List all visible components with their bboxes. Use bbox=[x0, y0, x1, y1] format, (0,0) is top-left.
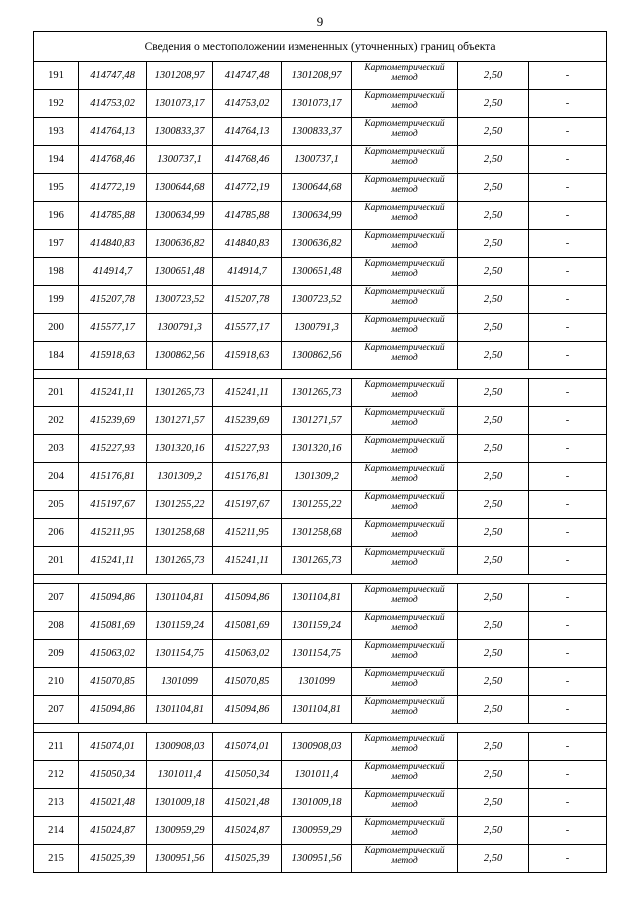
description-cell: - bbox=[529, 491, 607, 519]
description-cell: - bbox=[529, 90, 607, 118]
y-existing-cell: 1301271,57 bbox=[147, 407, 213, 435]
y-existing-cell: 1301320,16 bbox=[147, 435, 213, 463]
point-number-cell: 196 bbox=[34, 202, 79, 230]
x-existing-cell: 415094,86 bbox=[79, 584, 147, 612]
y-new-cell: 1300651,48 bbox=[282, 258, 352, 286]
description-cell: - bbox=[529, 668, 607, 696]
point-number-cell: 204 bbox=[34, 463, 79, 491]
accuracy-cell: 2,50 bbox=[458, 174, 529, 202]
description-cell: - bbox=[529, 463, 607, 491]
accuracy-cell: 2,50 bbox=[458, 435, 529, 463]
y-existing-cell: 1300791,3 bbox=[147, 314, 213, 342]
accuracy-cell: 2,50 bbox=[458, 314, 529, 342]
accuracy-cell: 2,50 bbox=[458, 286, 529, 314]
point-number-cell: 207 bbox=[34, 584, 79, 612]
y-new-cell: 1301265,73 bbox=[282, 379, 352, 407]
x-existing-cell: 415025,39 bbox=[79, 845, 147, 873]
x-new-cell: 415063,02 bbox=[213, 640, 282, 668]
method-cell: Картометрический метод bbox=[352, 519, 458, 547]
point-number-cell: 203 bbox=[34, 435, 79, 463]
accuracy-cell: 2,50 bbox=[458, 463, 529, 491]
point-number-cell: 201 bbox=[34, 547, 79, 575]
group-separator bbox=[34, 724, 607, 733]
description-cell: - bbox=[529, 379, 607, 407]
x-existing-cell: 415207,78 bbox=[79, 286, 147, 314]
point-number-cell: 214 bbox=[34, 817, 79, 845]
table-row bbox=[34, 379, 607, 407]
description-cell: - bbox=[529, 817, 607, 845]
y-new-cell: 1300723,52 bbox=[282, 286, 352, 314]
accuracy-cell: 2,50 bbox=[458, 547, 529, 575]
x-new-cell: 415239,69 bbox=[213, 407, 282, 435]
x-new-cell: 415207,78 bbox=[213, 286, 282, 314]
point-number-cell: 208 bbox=[34, 612, 79, 640]
table-row bbox=[34, 435, 607, 463]
point-number-cell: 193 bbox=[34, 118, 79, 146]
x-new-cell: 415227,93 bbox=[213, 435, 282, 463]
x-new-cell: 414747,48 bbox=[213, 62, 282, 90]
x-existing-cell: 414914,7 bbox=[79, 258, 147, 286]
x-existing-cell: 415577,17 bbox=[79, 314, 147, 342]
x-existing-cell: 415241,11 bbox=[79, 547, 147, 575]
x-existing-cell: 415176,81 bbox=[79, 463, 147, 491]
y-new-cell: 1301073,17 bbox=[282, 90, 352, 118]
y-existing-cell: 1300959,29 bbox=[147, 817, 213, 845]
x-new-cell: 414840,83 bbox=[213, 230, 282, 258]
y-existing-cell: 1301099 bbox=[147, 668, 213, 696]
y-new-cell: 1300862,56 bbox=[282, 342, 352, 370]
description-cell: - bbox=[529, 286, 607, 314]
y-existing-cell: 1301309,2 bbox=[147, 463, 213, 491]
point-number-cell: 210 bbox=[34, 668, 79, 696]
table-row bbox=[34, 696, 607, 724]
description-cell: - bbox=[529, 640, 607, 668]
x-new-cell: 415050,34 bbox=[213, 761, 282, 789]
description-cell: - bbox=[529, 230, 607, 258]
separator-cell bbox=[34, 370, 607, 379]
table-row bbox=[34, 612, 607, 640]
separator-cell bbox=[34, 575, 607, 584]
description-cell: - bbox=[529, 407, 607, 435]
accuracy-cell: 2,50 bbox=[458, 62, 529, 90]
description-cell: - bbox=[529, 174, 607, 202]
accuracy-cell: 2,50 bbox=[458, 230, 529, 258]
accuracy-cell: 2,50 bbox=[458, 491, 529, 519]
x-new-cell: 415094,86 bbox=[213, 584, 282, 612]
point-number-cell: 209 bbox=[34, 640, 79, 668]
x-existing-cell: 414753,02 bbox=[79, 90, 147, 118]
x-existing-cell: 415063,02 bbox=[79, 640, 147, 668]
x-existing-cell: 415241,11 bbox=[79, 379, 147, 407]
accuracy-cell: 2,50 bbox=[458, 640, 529, 668]
table-row bbox=[34, 258, 607, 286]
accuracy-cell: 2,50 bbox=[458, 258, 529, 286]
accuracy-cell: 2,50 bbox=[458, 342, 529, 370]
x-new-cell: 414768,46 bbox=[213, 146, 282, 174]
x-existing-cell: 415024,87 bbox=[79, 817, 147, 845]
point-number-cell: 202 bbox=[34, 407, 79, 435]
x-existing-cell: 415050,34 bbox=[79, 761, 147, 789]
y-existing-cell: 1301104,81 bbox=[147, 696, 213, 724]
description-cell: - bbox=[529, 258, 607, 286]
y-new-cell: 1300951,56 bbox=[282, 845, 352, 873]
point-number-cell: 195 bbox=[34, 174, 79, 202]
accuracy-cell: 2,50 bbox=[458, 519, 529, 547]
table-row bbox=[34, 146, 607, 174]
x-existing-cell: 415918,63 bbox=[79, 342, 147, 370]
accuracy-cell: 2,50 bbox=[458, 845, 529, 873]
x-existing-cell: 414764,13 bbox=[79, 118, 147, 146]
y-new-cell: 1301309,2 bbox=[282, 463, 352, 491]
method-cell: Картометрический метод bbox=[352, 733, 458, 761]
y-new-cell: 1301208,97 bbox=[282, 62, 352, 90]
x-new-cell: 415211,95 bbox=[213, 519, 282, 547]
y-new-cell: 1300636,82 bbox=[282, 230, 352, 258]
accuracy-cell: 2,50 bbox=[458, 146, 529, 174]
y-new-cell: 1301104,81 bbox=[282, 584, 352, 612]
method-cell: Картометрический метод bbox=[352, 146, 458, 174]
table-header: Сведения о местоположении измененных (уточненных) границ объекта bbox=[34, 32, 607, 62]
y-new-cell: 1300634,99 bbox=[282, 202, 352, 230]
table-row bbox=[34, 845, 607, 873]
y-existing-cell: 1300723,52 bbox=[147, 286, 213, 314]
y-existing-cell: 1301159,24 bbox=[147, 612, 213, 640]
table-row bbox=[34, 491, 607, 519]
page-number: 9 bbox=[316, 14, 324, 29]
x-existing-cell: 414768,46 bbox=[79, 146, 147, 174]
description-cell: - bbox=[529, 435, 607, 463]
y-existing-cell: 1300634,99 bbox=[147, 202, 213, 230]
accuracy-cell: 2,50 bbox=[458, 407, 529, 435]
method-cell: Картометрический метод bbox=[352, 314, 458, 342]
point-number-cell: 213 bbox=[34, 789, 79, 817]
description-cell: - bbox=[529, 696, 607, 724]
description-cell: - bbox=[529, 62, 607, 90]
method-cell: Картометрический метод bbox=[352, 668, 458, 696]
description-cell: - bbox=[529, 547, 607, 575]
description-cell: - bbox=[529, 761, 607, 789]
method-cell: Картометрический метод bbox=[352, 202, 458, 230]
accuracy-cell: 2,50 bbox=[458, 817, 529, 845]
x-existing-cell: 415239,69 bbox=[79, 407, 147, 435]
table-row bbox=[34, 733, 607, 761]
group-separator bbox=[34, 370, 607, 379]
x-existing-cell: 415070,85 bbox=[79, 668, 147, 696]
x-existing-cell: 414747,48 bbox=[79, 62, 147, 90]
y-new-cell: 1301099 bbox=[282, 668, 352, 696]
y-existing-cell: 1300833,37 bbox=[147, 118, 213, 146]
point-number-cell: 211 bbox=[34, 733, 79, 761]
point-number-cell: 201 bbox=[34, 379, 79, 407]
method-cell: Картометрический метод bbox=[352, 258, 458, 286]
y-existing-cell: 1300644,68 bbox=[147, 174, 213, 202]
method-cell: Картометрический метод bbox=[352, 230, 458, 258]
y-existing-cell: 1301258,68 bbox=[147, 519, 213, 547]
method-cell: Картометрический метод bbox=[352, 342, 458, 370]
table-row bbox=[34, 118, 607, 146]
description-cell: - bbox=[529, 612, 607, 640]
accuracy-cell: 2,50 bbox=[458, 696, 529, 724]
accuracy-cell: 2,50 bbox=[458, 202, 529, 230]
boundary-table bbox=[33, 31, 607, 873]
y-new-cell: 1300644,68 bbox=[282, 174, 352, 202]
table-row bbox=[34, 202, 607, 230]
y-existing-cell: 1301104,81 bbox=[147, 584, 213, 612]
x-existing-cell: 414772,19 bbox=[79, 174, 147, 202]
x-new-cell: 415081,69 bbox=[213, 612, 282, 640]
x-new-cell: 415070,85 bbox=[213, 668, 282, 696]
y-existing-cell: 1301265,73 bbox=[147, 379, 213, 407]
x-new-cell: 414785,88 bbox=[213, 202, 282, 230]
point-number-cell: 206 bbox=[34, 519, 79, 547]
y-new-cell: 1301320,16 bbox=[282, 435, 352, 463]
method-cell: Картометрический метод bbox=[352, 90, 458, 118]
x-existing-cell: 415197,67 bbox=[79, 491, 147, 519]
x-new-cell: 414764,13 bbox=[213, 118, 282, 146]
y-new-cell: 1300908,03 bbox=[282, 733, 352, 761]
point-number-cell: 215 bbox=[34, 845, 79, 873]
table-row bbox=[34, 286, 607, 314]
x-new-cell: 415176,81 bbox=[213, 463, 282, 491]
method-cell: Картометрический метод bbox=[352, 696, 458, 724]
x-new-cell: 415094,86 bbox=[213, 696, 282, 724]
accuracy-cell: 2,50 bbox=[458, 118, 529, 146]
method-cell: Картометрический метод bbox=[352, 286, 458, 314]
y-new-cell: 1301011,4 bbox=[282, 761, 352, 789]
x-new-cell: 414772,19 bbox=[213, 174, 282, 202]
y-existing-cell: 1301011,4 bbox=[147, 761, 213, 789]
x-new-cell: 414753,02 bbox=[213, 90, 282, 118]
y-existing-cell: 1300862,56 bbox=[147, 342, 213, 370]
y-existing-cell: 1301208,97 bbox=[147, 62, 213, 90]
x-new-cell: 415021,48 bbox=[213, 789, 282, 817]
x-new-cell: 415197,67 bbox=[213, 491, 282, 519]
method-cell: Картометрический метод bbox=[352, 491, 458, 519]
y-new-cell: 1300737,1 bbox=[282, 146, 352, 174]
y-new-cell: 1301271,57 bbox=[282, 407, 352, 435]
y-existing-cell: 1300737,1 bbox=[147, 146, 213, 174]
method-cell: Картометрический метод bbox=[352, 817, 458, 845]
x-new-cell: 415577,17 bbox=[213, 314, 282, 342]
y-existing-cell: 1301255,22 bbox=[147, 491, 213, 519]
x-existing-cell: 415081,69 bbox=[79, 612, 147, 640]
description-cell: - bbox=[529, 342, 607, 370]
method-cell: Картометрический метод bbox=[352, 118, 458, 146]
table-row bbox=[34, 584, 607, 612]
table-row bbox=[34, 174, 607, 202]
method-cell: Картометрический метод bbox=[352, 62, 458, 90]
y-new-cell: 1300959,29 bbox=[282, 817, 352, 845]
y-new-cell: 1300791,3 bbox=[282, 314, 352, 342]
description-cell: - bbox=[529, 202, 607, 230]
method-cell: Картометрический метод bbox=[352, 761, 458, 789]
description-cell: - bbox=[529, 733, 607, 761]
table-row bbox=[34, 407, 607, 435]
description-cell: - bbox=[529, 118, 607, 146]
y-existing-cell: 1301154,75 bbox=[147, 640, 213, 668]
point-number-cell: 207 bbox=[34, 696, 79, 724]
x-new-cell: 415024,87 bbox=[213, 817, 282, 845]
point-number-cell: 197 bbox=[34, 230, 79, 258]
x-existing-cell: 415021,48 bbox=[79, 789, 147, 817]
table-row bbox=[34, 640, 607, 668]
x-existing-cell: 415094,86 bbox=[79, 696, 147, 724]
x-new-cell: 415918,63 bbox=[213, 342, 282, 370]
description-cell: - bbox=[529, 519, 607, 547]
point-number-cell: 199 bbox=[34, 286, 79, 314]
point-number-cell: 192 bbox=[34, 90, 79, 118]
method-cell: Картометрический метод bbox=[352, 640, 458, 668]
y-new-cell: 1301154,75 bbox=[282, 640, 352, 668]
accuracy-cell: 2,50 bbox=[458, 379, 529, 407]
point-number-cell: 194 bbox=[34, 146, 79, 174]
point-number-cell: 212 bbox=[34, 761, 79, 789]
y-existing-cell: 1301265,73 bbox=[147, 547, 213, 575]
x-existing-cell: 414785,88 bbox=[79, 202, 147, 230]
table-row bbox=[34, 342, 607, 370]
table-row bbox=[34, 547, 607, 575]
accuracy-cell: 2,50 bbox=[458, 733, 529, 761]
x-existing-cell: 415074,01 bbox=[79, 733, 147, 761]
y-new-cell: 1301104,81 bbox=[282, 696, 352, 724]
y-existing-cell: 1301073,17 bbox=[147, 90, 213, 118]
description-cell: - bbox=[529, 146, 607, 174]
description-cell: - bbox=[529, 845, 607, 873]
table-row bbox=[34, 789, 607, 817]
point-number-cell: 205 bbox=[34, 491, 79, 519]
table-row bbox=[34, 314, 607, 342]
accuracy-cell: 2,50 bbox=[458, 668, 529, 696]
table-row bbox=[34, 90, 607, 118]
y-new-cell: 1301159,24 bbox=[282, 612, 352, 640]
method-cell: Картометрический метод bbox=[352, 584, 458, 612]
group-separator bbox=[34, 575, 607, 584]
point-number-cell: 184 bbox=[34, 342, 79, 370]
y-existing-cell: 1300908,03 bbox=[147, 733, 213, 761]
table-row bbox=[34, 463, 607, 491]
y-existing-cell: 1301009,18 bbox=[147, 789, 213, 817]
x-existing-cell: 414840,83 bbox=[79, 230, 147, 258]
method-cell: Картометрический метод bbox=[352, 547, 458, 575]
description-cell: - bbox=[529, 314, 607, 342]
point-number-cell: 200 bbox=[34, 314, 79, 342]
x-new-cell: 415241,11 bbox=[213, 379, 282, 407]
method-cell: Картометрический метод bbox=[352, 435, 458, 463]
point-number-cell: 191 bbox=[34, 62, 79, 90]
x-existing-cell: 415227,93 bbox=[79, 435, 147, 463]
method-cell: Картометрический метод bbox=[352, 789, 458, 817]
x-new-cell: 415241,11 bbox=[213, 547, 282, 575]
y-new-cell: 1301255,22 bbox=[282, 491, 352, 519]
accuracy-cell: 2,50 bbox=[458, 612, 529, 640]
method-cell: Картометрический метод bbox=[352, 379, 458, 407]
method-cell: Картометрический метод bbox=[352, 407, 458, 435]
y-existing-cell: 1300951,56 bbox=[147, 845, 213, 873]
table-row bbox=[34, 668, 607, 696]
accuracy-cell: 2,50 bbox=[458, 761, 529, 789]
table-row bbox=[34, 519, 607, 547]
accuracy-cell: 2,50 bbox=[458, 789, 529, 817]
x-existing-cell: 415211,95 bbox=[79, 519, 147, 547]
method-cell: Картометрический метод bbox=[352, 174, 458, 202]
table-row bbox=[34, 817, 607, 845]
description-cell: - bbox=[529, 584, 607, 612]
table-row bbox=[34, 230, 607, 258]
separator-cell bbox=[34, 724, 607, 733]
x-new-cell: 415025,39 bbox=[213, 845, 282, 873]
y-new-cell: 1301265,73 bbox=[282, 547, 352, 575]
table-row bbox=[34, 761, 607, 789]
description-cell: - bbox=[529, 789, 607, 817]
accuracy-cell: 2,50 bbox=[458, 90, 529, 118]
method-cell: Картометрический метод bbox=[352, 463, 458, 491]
x-new-cell: 414914,7 bbox=[213, 258, 282, 286]
y-new-cell: 1300833,37 bbox=[282, 118, 352, 146]
table-row bbox=[34, 62, 607, 90]
y-existing-cell: 1300651,48 bbox=[147, 258, 213, 286]
x-new-cell: 415074,01 bbox=[213, 733, 282, 761]
method-cell: Картометрический метод bbox=[352, 845, 458, 873]
accuracy-cell: 2,50 bbox=[458, 584, 529, 612]
y-existing-cell: 1300636,82 bbox=[147, 230, 213, 258]
y-new-cell: 1301009,18 bbox=[282, 789, 352, 817]
point-number-cell: 198 bbox=[34, 258, 79, 286]
method-cell: Картометрический метод bbox=[352, 612, 458, 640]
y-new-cell: 1301258,68 bbox=[282, 519, 352, 547]
